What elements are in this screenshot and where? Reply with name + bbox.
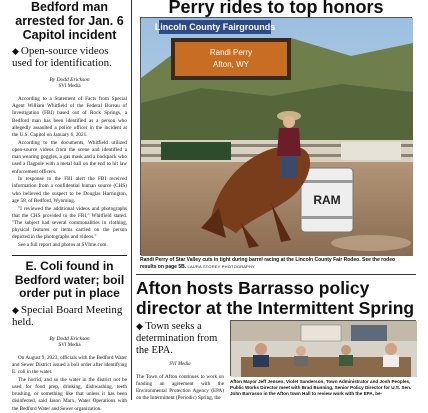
diamond-bullet-icon: ◆ xyxy=(136,321,143,331)
story1-deck-text: Open-source videos used for identification. xyxy=(12,45,112,69)
photo-credit: LAURA STOREY PHOTOGRAPHY xyxy=(187,263,256,269)
scoreboard-town: Afton, WY xyxy=(212,60,250,69)
story2-paragraph: The horrid, and so the water in the district not be used for food prep, drinking, dishwashing, teeth brushing, or something like that unless it has been disinfected, said Jason Marx, Water Operations with the Bedford Water and Sewer organization. xyxy=(12,376,127,412)
scoreboard-name: Randi Perry xyxy=(209,48,253,57)
story3-headline: Afton hosts Barrasso policy director at the Intermittent Spring xyxy=(136,278,415,318)
story3-deck xyxy=(136,320,224,357)
section-divider xyxy=(12,255,127,256)
story2-deck-text: Special Board Meeting held. xyxy=(12,303,123,328)
section-divider xyxy=(136,274,416,275)
story1-paragraph: According to the documents, Whitfield utilized open-source videos from the scene and identified a man wearing goggles, a gas mask and a backpack who used a flagpole with a metal ball on the end to hit law enforcement officers. xyxy=(12,139,127,175)
story2-paragraph: On August 9, 2023, officials with the Bedford Water and Sewer District issued a boil order after identifying E. coli in the water. xyxy=(12,354,127,376)
story1-paragraph: According to a Statement of Facts from Special Agent William Whitfield of the Federal Bureau of Investigation (FBI) based out of Rock Springs, a Bedford man has been identified as a person who allegedly assaulted a police officer in the incident at the U.S. Capitol on January 6, 2021. xyxy=(12,96,127,139)
story1-paragraph: In response to the FBI alert the FBI received information from a confidential human source (CHS) who believed the suspect to be Douglas Harrington, age 58, of Bedford, Wyoming. xyxy=(12,176,127,204)
fairgrounds-sign: Lincoln County Fairgrounds xyxy=(154,22,276,32)
story3-byline: SVI Media xyxy=(169,362,191,367)
story1-paragraph: "I reviewed the additional videos and photographs that the CHS provided to the FBI," Whitfield stated. "The subject had several commonalities in clothing, physical features or items carried on the person depicted in the photographs and videos." xyxy=(12,205,127,241)
rodeo-photo-image xyxy=(141,18,413,256)
story1-source: SVI Media xyxy=(58,84,81,89)
story3-body: The Town of Afton continues to work on funding an agreement with the Environmental Protection Agency (EPA) on the Intermittent (Periodic) Spring, the xyxy=(136,374,224,401)
story1-byline: By Dodd Erickson xyxy=(49,77,90,83)
meeting-photo xyxy=(230,320,416,376)
meeting-caption: Afton Mayor Jeff Jensen, Violet Sanderson, Town Administrator and Josh Peoples, Public Works Director meet with Brad Bunning, Senior Policy Director for U.S. Sen. John Barrasso in the Afton town Hall to review work with the EPA, be- xyxy=(230,379,412,396)
story1-body xyxy=(12,96,127,249)
meeting-photo-image xyxy=(231,321,417,377)
story1-deck xyxy=(12,45,127,69)
story1-headline: Bedford man arrested for Jan. 6 Capitol incident xyxy=(15,0,124,42)
left-column xyxy=(12,0,127,412)
barrel-logo: RAM xyxy=(313,193,341,207)
top-headline: Perry rides to top honors xyxy=(168,0,384,17)
photo-caption-text: Randi Perry of Star Valley cuts in tight during barrel racing at the Lincoln County Fair Rodeo. See the rodeo results on page 5B. xyxy=(140,257,396,270)
photo-caption xyxy=(140,257,412,270)
story2-body xyxy=(12,355,127,413)
diamond-bullet-icon: ◆ xyxy=(12,304,19,315)
rodeo-photo xyxy=(140,17,412,255)
story1-paragraph: See a full report and photos at SVIme.com. xyxy=(18,242,108,249)
story3-deck-text: Town seeks a determination from the EPA. xyxy=(136,321,218,356)
column-divider xyxy=(131,0,132,400)
story2-headline: E. Coli found in Bedford water; boil order put in place xyxy=(14,259,125,301)
story2-byline: By Dodd Erickson xyxy=(49,335,90,342)
story2-deck xyxy=(12,304,127,328)
diamond-bullet-icon: ◆ xyxy=(12,46,19,56)
story2-source: SVI Media xyxy=(58,342,81,348)
right-column xyxy=(136,0,416,400)
